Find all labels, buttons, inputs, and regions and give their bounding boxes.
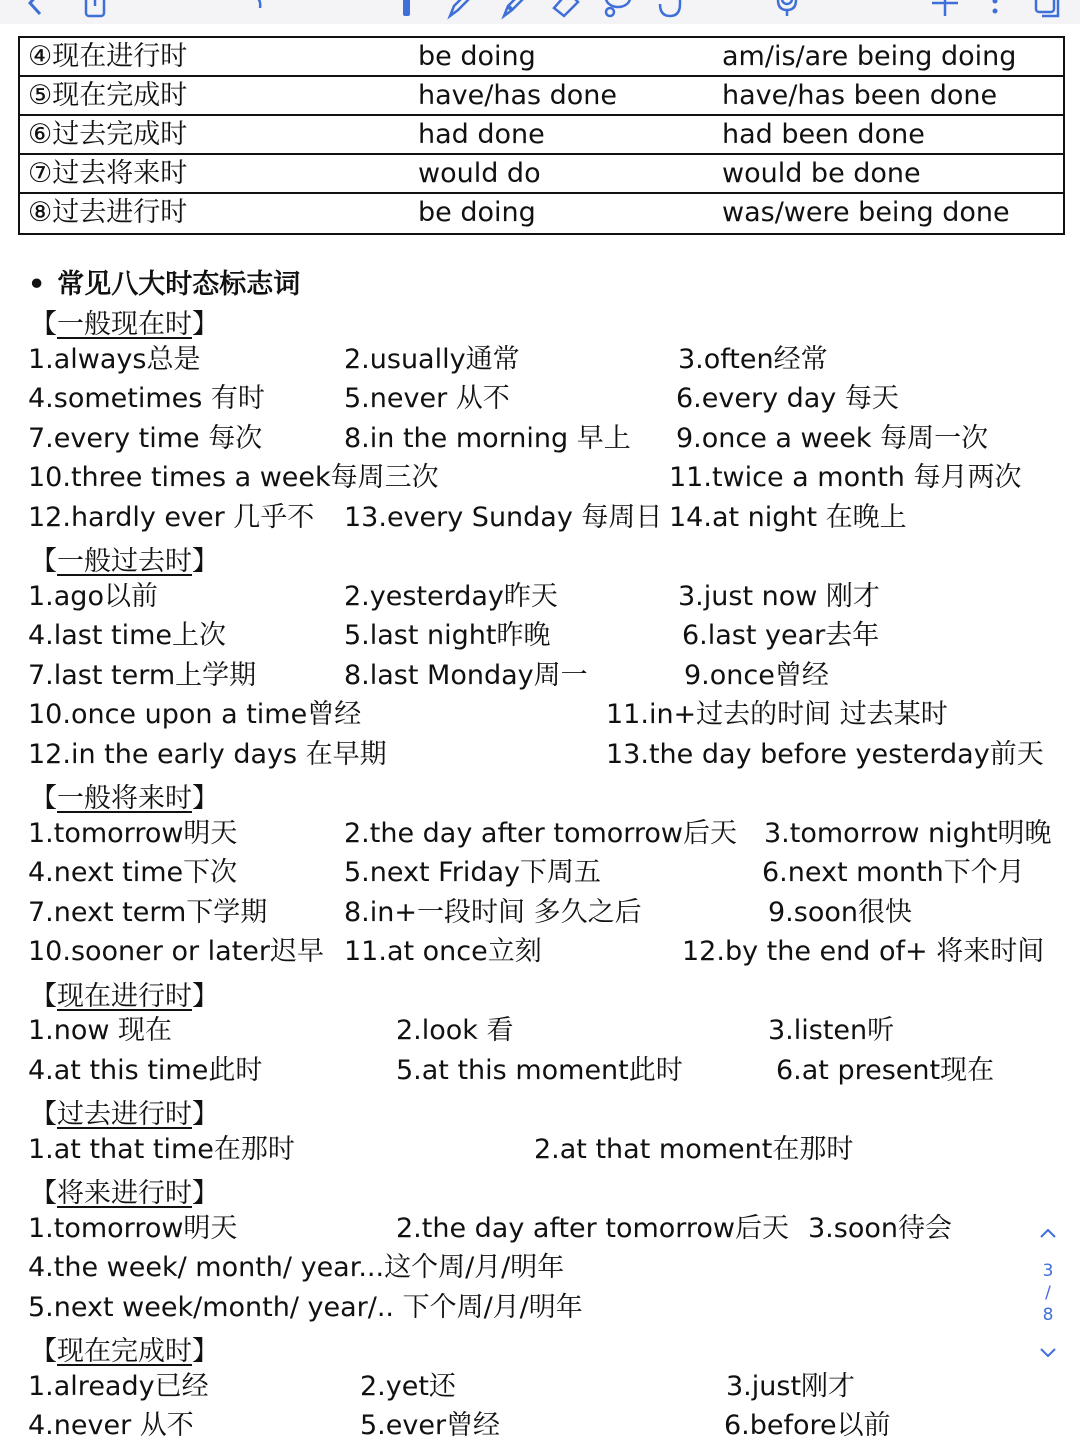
table-row	[20, 116, 1063, 155]
signal-word-item: 5.never 从不	[344, 383, 510, 414]
table-row	[20, 77, 1063, 116]
signal-word-item: 9.soon很快	[768, 896, 912, 928]
signal-word-item: 2.yet还	[360, 1370, 456, 1402]
bracket-open: 【	[30, 1336, 57, 1367]
bracket-open: 【	[30, 309, 57, 340]
signal-word-item: 9.once a week 每周一次	[676, 422, 989, 454]
signal-word-item: 3.listen听	[768, 1015, 895, 1046]
bracket-close: 】	[192, 309, 219, 340]
passive-form-cell: had been done	[722, 119, 925, 150]
tense-forms-table	[18, 36, 1065, 235]
signal-word-item: 8.in the morning 早上	[344, 422, 631, 454]
signal-word-item: 5.next Friday下周五	[344, 857, 601, 888]
signal-word-item: 2.look 看	[396, 1015, 514, 1046]
signal-word-item: 1.tomorrow明天	[28, 817, 238, 849]
bracket-open: 【	[30, 546, 57, 577]
signal-word-item: 12.hardly ever 几乎不	[28, 501, 315, 533]
signal-word-item: 2.at that moment在那时	[534, 1133, 854, 1165]
signal-word-item: 10.sooner or later迟早	[28, 936, 324, 967]
chevron-up-icon[interactable]	[1037, 1222, 1059, 1244]
signal-word-item: 12.in the early days 在早期	[28, 738, 387, 770]
tense-name-cell: ⑤现在完成时	[28, 80, 188, 111]
heading-text: 常见八大时态标志词	[57, 269, 301, 300]
bracket-close: 】	[192, 783, 219, 814]
signal-word-item: 12.by the end of+ 将来时间	[682, 936, 1045, 967]
section-label	[30, 974, 219, 1013]
bracket-open: 【	[30, 1099, 57, 1130]
signal-word-item: 11.at once立刻	[344, 936, 542, 967]
signal-word-item: 1.now 现在	[28, 1015, 173, 1046]
signal-word-item: 2.the day after tomorrow后天	[396, 1212, 790, 1244]
signal-word-item: 1.always总是	[28, 343, 201, 375]
heading-bullet: •	[28, 269, 46, 300]
bracket-open: 【	[30, 1178, 57, 1209]
signal-word-item: 6.every day 每天	[676, 383, 899, 414]
pages-icon[interactable]	[1030, 0, 1064, 20]
eraser-icon[interactable]	[548, 0, 582, 20]
page-total: 8	[1042, 1305, 1054, 1325]
tense-name-cell: ⑦过去将来时	[28, 158, 188, 189]
active-form-cell: have/has done	[418, 80, 618, 111]
section-label-text: 一般现在时	[57, 309, 192, 340]
bracket-close: 】	[192, 980, 219, 1012]
signal-word-item: 1.ago以前	[28, 580, 158, 612]
signal-word-item: 6.at present现在	[776, 1054, 995, 1086]
bracket-close: 】	[192, 1336, 219, 1367]
section-label-text: 过去进行时	[57, 1099, 192, 1130]
undo-icon[interactable]	[236, 0, 270, 20]
signal-word-item: 4.the week/ month/ year...这个周/月/明年	[28, 1252, 565, 1283]
section-label	[30, 302, 219, 341]
signal-word-item: 5.ever曾经	[360, 1410, 501, 1441]
signal-word-item: 4.sometimes 有时	[28, 383, 265, 414]
bracket-open: 【	[30, 783, 57, 814]
signal-word-item: 10.once upon a time曾经	[28, 699, 362, 730]
signal-word-item: 5.next week/month/ year/.. 下个周/月/明年	[28, 1291, 583, 1323]
signal-word-item: 4.next time下次	[28, 857, 238, 888]
table-row	[20, 194, 1063, 233]
bracket-close: 】	[192, 1099, 219, 1130]
tense-name-cell: ⑧过去进行时	[28, 197, 188, 228]
passive-form-cell: am/is/are being doing	[722, 41, 1017, 72]
bracket-open: 【	[30, 980, 57, 1012]
active-form-cell: had done	[418, 119, 545, 150]
signal-word-item: 4.never 从不	[28, 1410, 194, 1441]
passive-form-cell: have/has been done	[722, 80, 998, 111]
signal-word-item: 13.every Sunday 每周日	[344, 501, 663, 533]
signal-word-item: 5.last night昨晚	[344, 620, 551, 651]
active-form-cell: be doing	[418, 41, 536, 72]
signal-word-item: 10.three times a week每周三次	[28, 462, 439, 493]
signal-word-item: 1.tomorrow明天	[28, 1212, 238, 1244]
signal-word-item: 1.already已经	[28, 1370, 209, 1402]
section-heading	[28, 262, 300, 301]
signal-word-item: 8.in+一段时间 多久之后	[344, 896, 642, 928]
page-indicator	[1028, 1222, 1068, 1392]
signal-word-item: 3.just now 刚才	[678, 580, 880, 612]
section-label-text: 一般将来时	[57, 783, 192, 814]
section-label	[30, 539, 219, 578]
signal-word-item: 8.last Monday周一	[344, 659, 588, 691]
bracket-close: 】	[192, 546, 219, 577]
signal-word-item: 2.the day after tomorrow后天	[344, 817, 738, 849]
signal-word-item: 6.last year去年	[682, 620, 880, 651]
passive-form-cell: was/were being done	[722, 197, 1010, 228]
add-icon[interactable]	[928, 0, 962, 20]
signal-word-item: 2.yesterday昨天	[344, 580, 558, 612]
text-cursor-icon[interactable]	[390, 0, 424, 20]
page-separator: /	[1045, 1283, 1051, 1303]
tense-name-cell: ⑥过去完成时	[28, 119, 188, 150]
signal-word-item: 3.soon待会	[808, 1212, 952, 1244]
signal-word-item: 7.every time 每次	[28, 422, 263, 454]
signal-word-item: 3.just刚才	[726, 1370, 856, 1402]
signal-word-item: 9.once曾经	[684, 659, 829, 691]
bracket-close: 】	[192, 1178, 219, 1209]
page-current: 3	[1042, 1261, 1054, 1281]
microphone-icon[interactable]	[770, 0, 804, 20]
signal-word-item: 6.before以前	[724, 1410, 891, 1441]
signal-word-item: 11.twice a month 每月两次	[669, 462, 1022, 493]
section-label-text: 现在完成时	[57, 1336, 192, 1367]
pen-icon[interactable]	[444, 0, 478, 20]
section-label	[30, 1171, 219, 1210]
signal-word-item: 5.at this moment此时	[396, 1054, 683, 1086]
signal-word-item: 2.usually通常	[344, 343, 520, 375]
signal-word-item: 14.at night 在晚上	[669, 501, 907, 533]
signal-word-item: 7.last term上学期	[28, 659, 257, 691]
tense-name-cell: ④现在进行时	[28, 41, 188, 72]
export-icon[interactable]	[78, 0, 112, 20]
lasso-icon[interactable]	[600, 0, 634, 20]
signal-word-item: 7.next term下学期	[28, 896, 268, 928]
section-label-text: 现在进行时	[57, 980, 192, 1012]
section-label	[30, 1329, 219, 1368]
table-row	[20, 155, 1063, 194]
signal-word-item: 1.at that time在那时	[28, 1133, 295, 1165]
hand-icon[interactable]	[652, 0, 686, 20]
back-chevron-icon[interactable]	[18, 0, 52, 20]
highlighter-icon[interactable]	[498, 0, 532, 20]
section-label-text: 一般过去时	[57, 546, 192, 577]
signal-word-item: 13.the day before yesterday前天	[606, 738, 1044, 770]
table-row	[20, 38, 1063, 77]
top-toolbar	[0, 0, 1080, 24]
signal-word-item: 6.next month下个月	[762, 857, 1025, 888]
more-icon[interactable]	[978, 0, 1012, 20]
chevron-down-icon[interactable]	[1037, 1342, 1059, 1364]
signal-word-item: 3.tomorrow night明晚	[764, 817, 1052, 849]
signal-word-item: 11.in+过去的时间 过去某时	[606, 699, 948, 730]
section-label	[30, 776, 219, 815]
signal-word-item: 4.at this time此时	[28, 1054, 263, 1086]
section-label-text: 将来进行时	[57, 1178, 192, 1209]
active-form-cell: be doing	[418, 197, 536, 228]
section-label	[30, 1092, 219, 1131]
signal-word-item: 4.last time上次	[28, 620, 227, 651]
active-form-cell: would do	[418, 158, 541, 189]
signal-word-item: 3.often经常	[678, 343, 828, 375]
passive-form-cell: would be done	[722, 158, 921, 189]
